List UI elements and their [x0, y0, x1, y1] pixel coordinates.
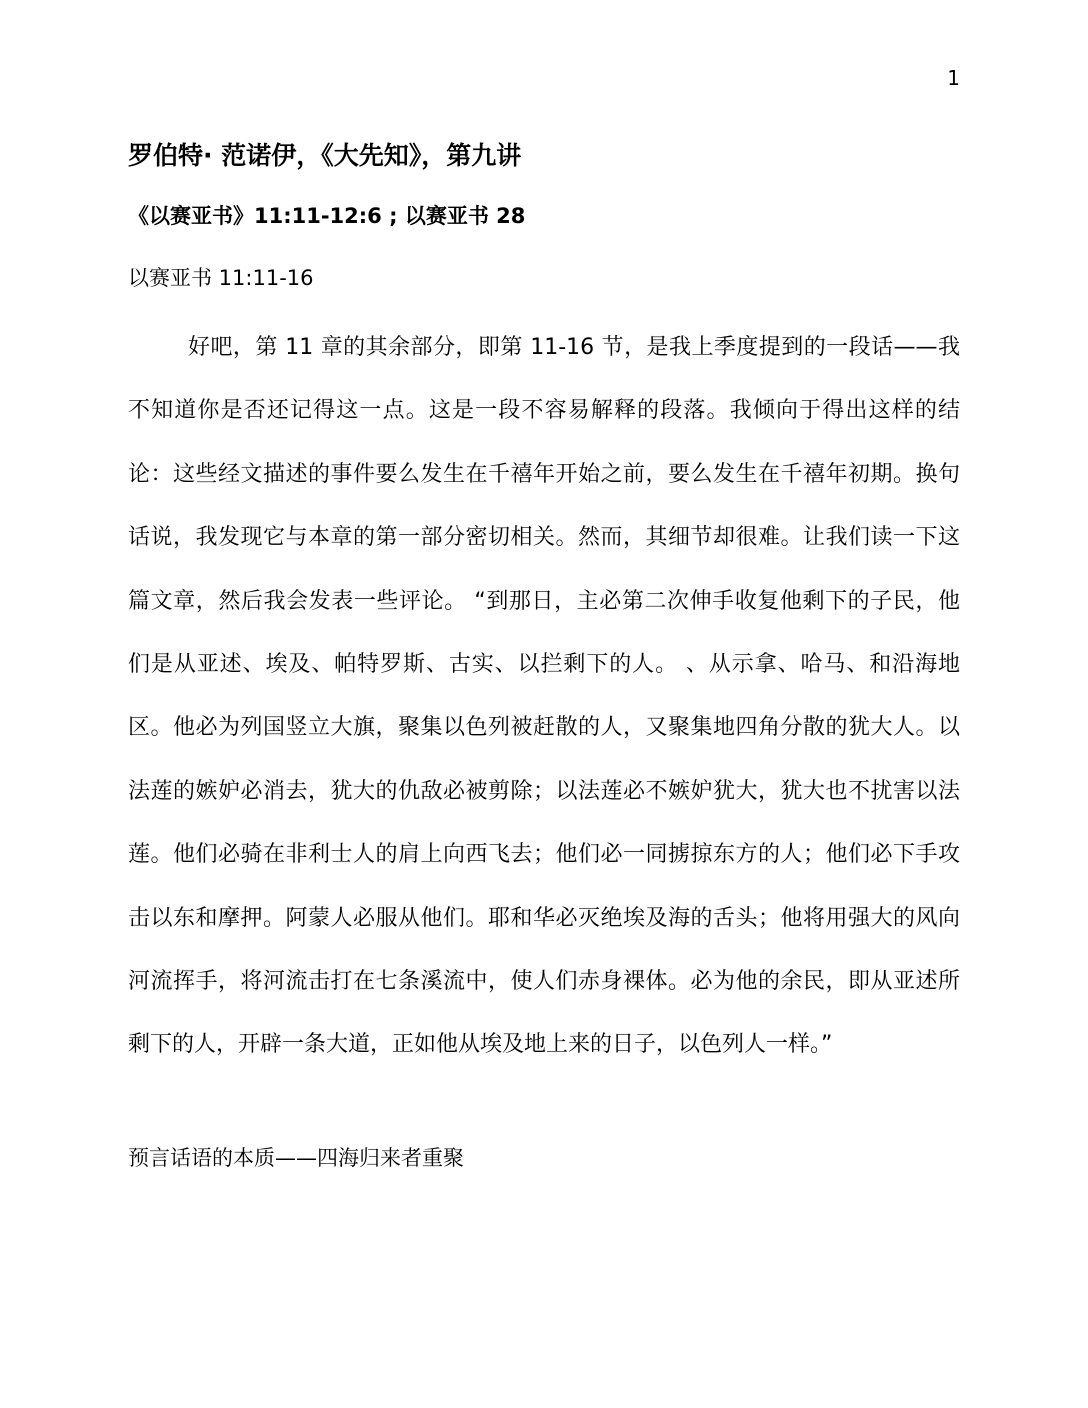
section-heading-2: 预言话语的本质——四海归来者重聚 [128, 1146, 464, 1170]
page-number: 1 [947, 66, 960, 90]
document-subtitle: 《以赛亚书》11:11-12:6 ; 以赛亚书 28 [128, 204, 526, 228]
section-heading: 以赛亚书 11:11-16 [128, 266, 314, 290]
document-title: 罗伯特· 范诺伊，《大先知》，第九讲 [128, 141, 522, 170]
body-paragraph: 好吧，第 11 章的其余部分，即第 11-16 节，是我上季度提到的一段话——我不知道你是否还记得这一点。这是一段不容易解释的段落。我倾向于得出这样的结论：这些经文描述的事件要么发生在千禧年开始之前，要么发生在千禧年初期。换句话说，我发现它与本章的第一部分密切相关。然而，其细节却很难。让我们读一下这篇文章，然后我会发表一些评论。 “到那日，主必第二次伸手收复他剩下的子民，他们是从亚述、埃及、帕特罗斯、古实、以拦剩下的人。 、从示拿、哈马、和沿海地区。他必为列国竖立大旗，聚集以色列被赶散的人，又聚集地四角分散的犹大人。以法莲的嫉妒必消去，犹大的仇敌必被剪除；以法莲必不嫉妒犹大，犹大也不扰害以法莲。他们必骑在非利士人的肩上向西飞去；他们必一同掳掠东方的人；他们必下手攻击以东和摩押。阿蒙人必服从他们。耶和华必灭绝埃及海的舌头；他将用强大的风向河流挥手，将河流击打在七条溪流中，使人们赤身裸体。必为他的余民，即从亚述所剩下的人，开辟一条大道，正如他从埃及地上来的日子，以色列人一样。” [128, 335, 960, 1058]
